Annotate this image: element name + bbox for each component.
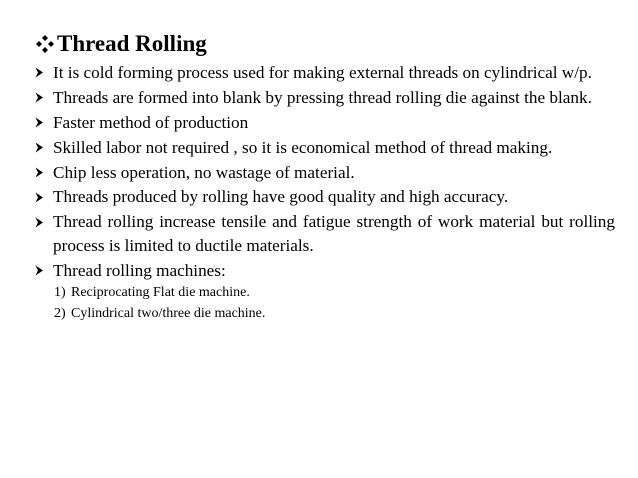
bullet-item — [35, 136, 615, 160]
arrow-bullet-icon — [35, 86, 49, 110]
machine-list-number: 2) — [54, 305, 66, 321]
bullet-text: Thread rolling increase tensile and fatigue strength of work material but rolling process is limited to ductile materials. — [53, 212, 615, 255]
slide-title-row — [35, 29, 207, 59]
bullet-item — [35, 161, 615, 185]
bullet-text: It is cold forming process used for making external threads on cylindrical w/p. — [53, 63, 592, 82]
machine-list-item — [35, 283, 615, 304]
bullet-text: Threads are formed into blank by pressing thread rolling die against the blank. — [53, 87, 592, 107]
machine-list — [53, 283, 615, 324]
bullet-text: Skilled labor not required , so it is economical method of thread making. — [53, 137, 553, 157]
arrow-bullet-icon — [35, 111, 49, 135]
bullet-text: Thread rolling machines: — [53, 260, 226, 280]
slide-title: Thread Rolling — [57, 31, 207, 56]
arrow-bullet-icon — [35, 136, 49, 160]
bullet-list — [35, 61, 615, 326]
bullet-item — [35, 210, 615, 257]
arrow-bullet-icon — [35, 161, 49, 185]
bullet-item — [35, 111, 615, 135]
bullet-text: Chip less operation, no wastage of material. — [53, 162, 355, 182]
arrow-bullet-icon — [35, 61, 49, 85]
machine-list-number: 1) — [54, 285, 66, 301]
machine-list-label: Cylindrical two/three die machine. — [71, 305, 266, 321]
machine-list-item — [35, 304, 615, 325]
arrow-bullet-icon — [35, 259, 49, 283]
arrow-bullet-icon — [35, 185, 49, 209]
bullet-item — [35, 259, 615, 325]
bullet-item — [35, 86, 615, 110]
bullet-item — [35, 185, 615, 209]
bullet-text: Faster method of production — [53, 112, 249, 132]
bullet-text: Threads produced by rolling have good quality and high accuracy. — [53, 187, 509, 207]
bullet-item — [35, 61, 615, 85]
diamond-quad-bullet-icon — [35, 34, 55, 54]
arrow-bullet-icon — [35, 210, 49, 234]
machine-list-label: Reciprocating Flat die machine. — [71, 285, 250, 301]
